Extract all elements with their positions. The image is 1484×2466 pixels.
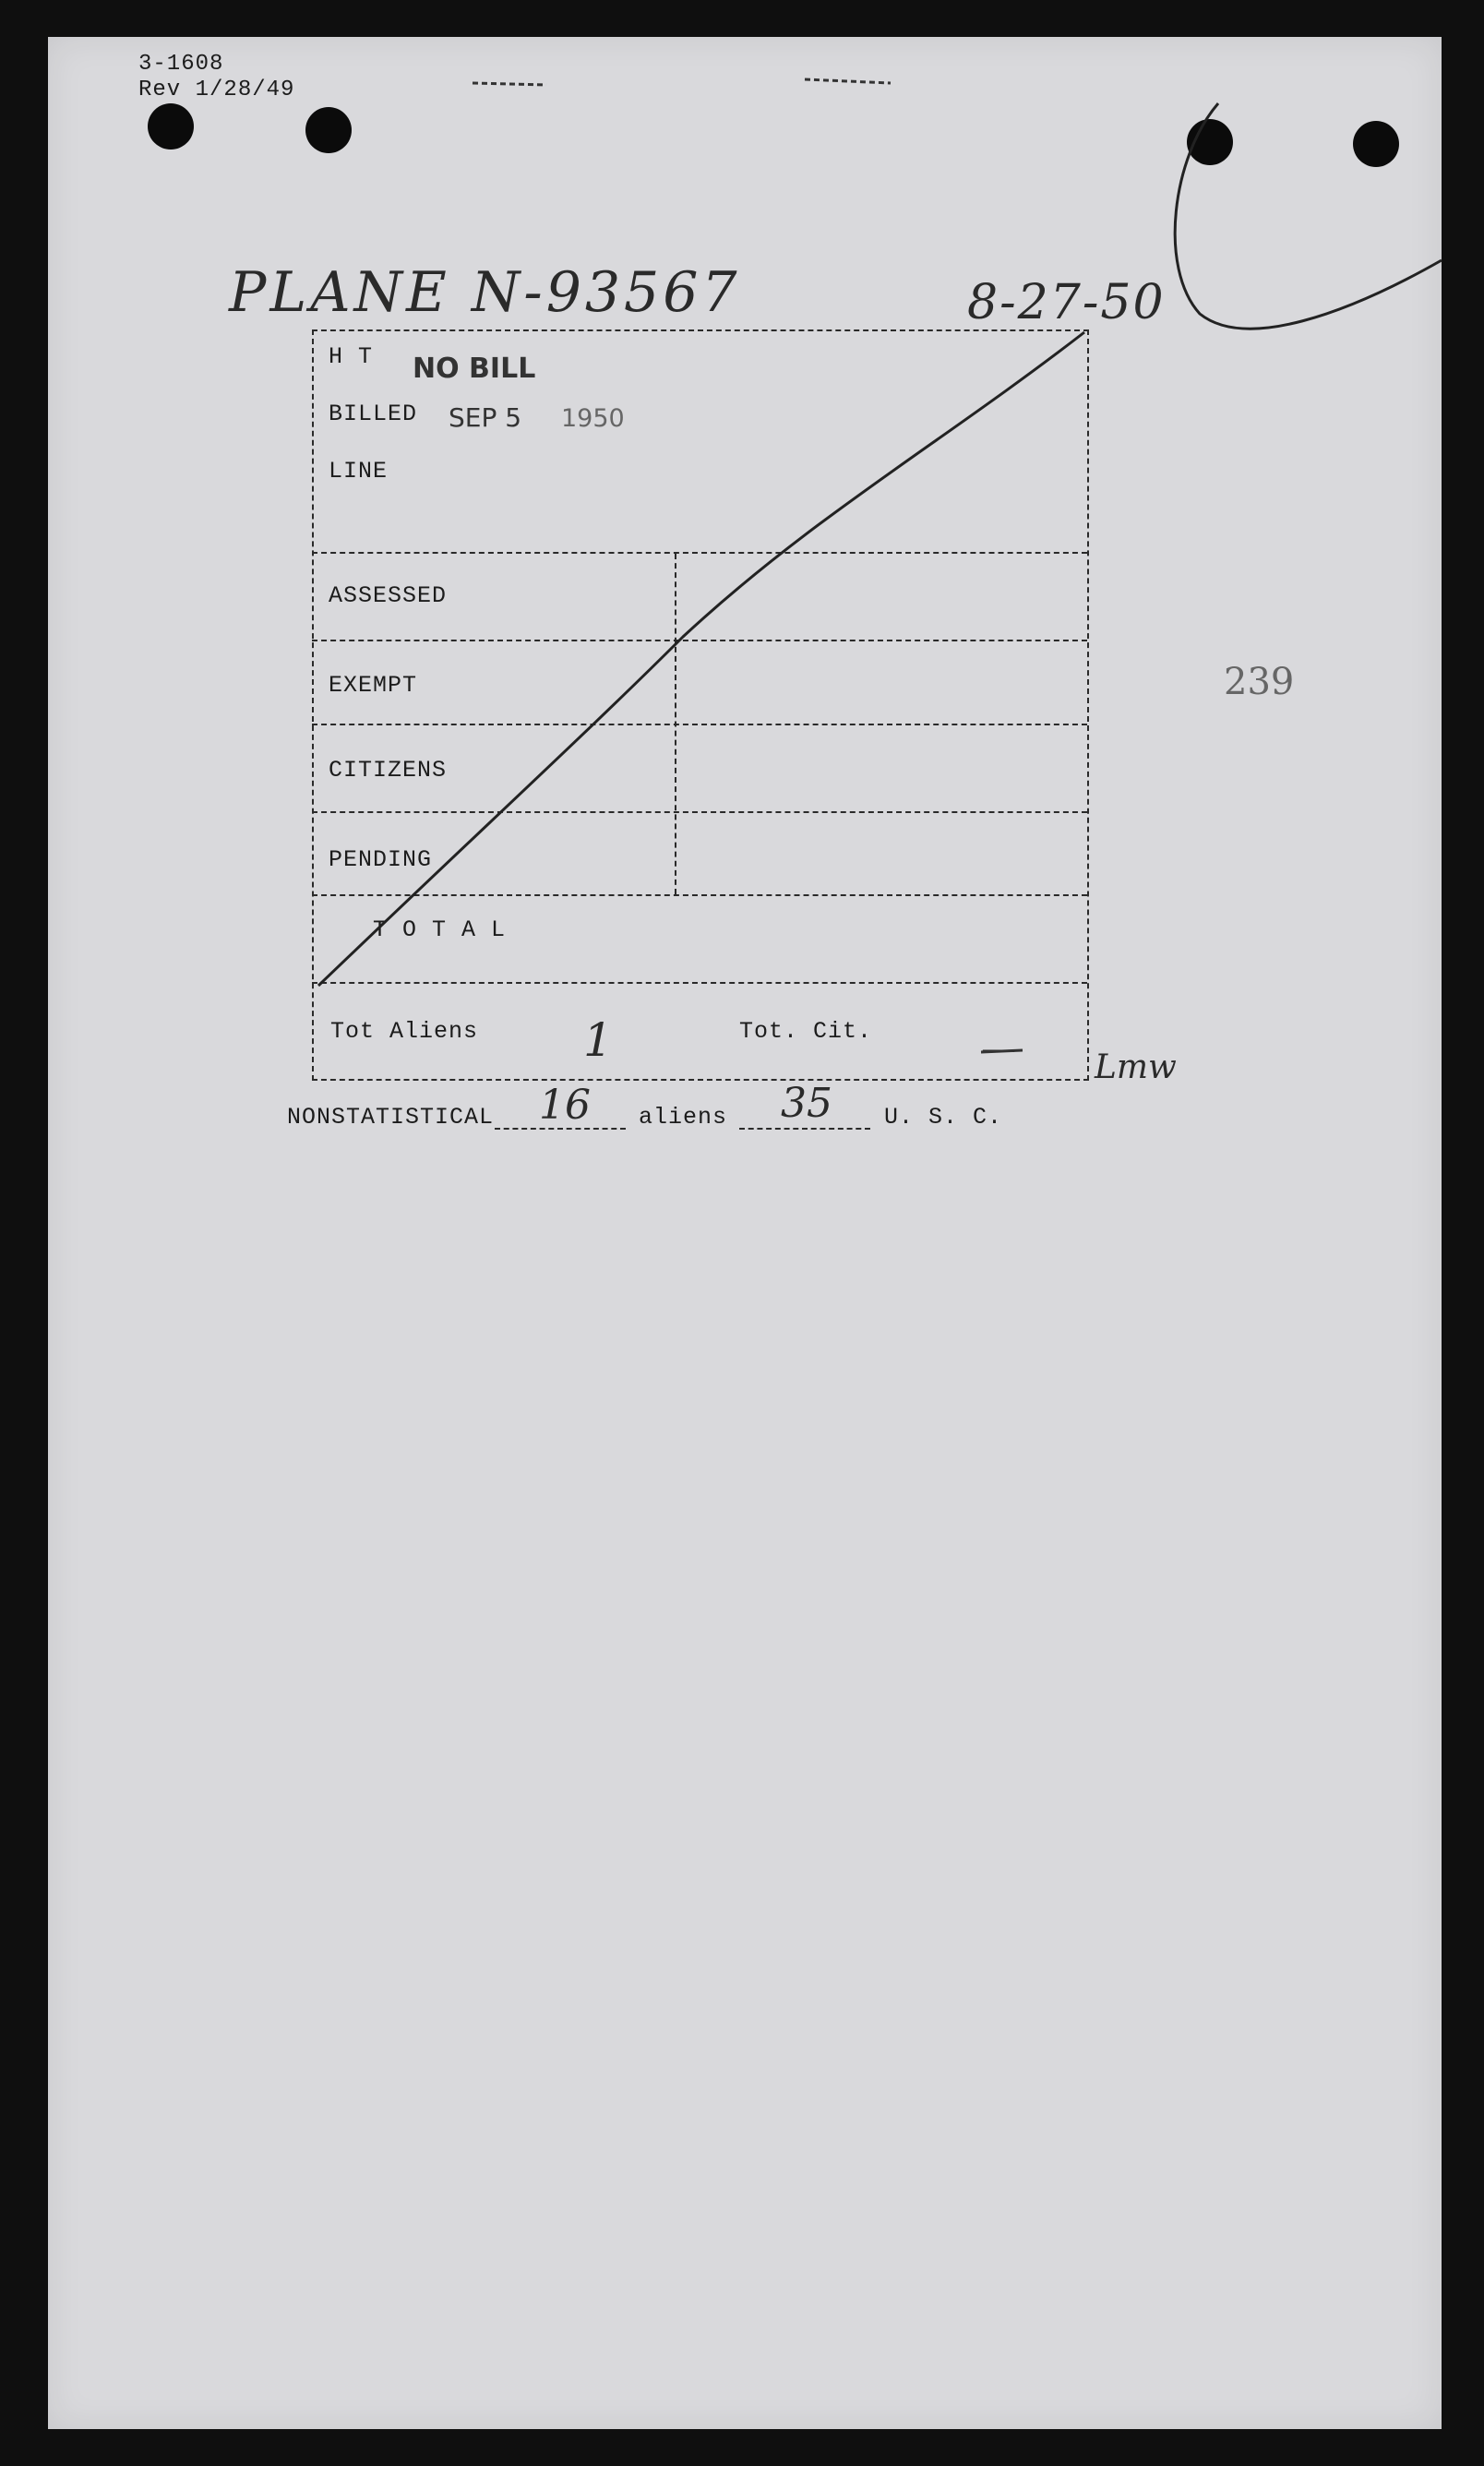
tot-cit-dash	[981, 1050, 1023, 1052]
billed-year-stamp: 1950	[561, 404, 625, 433]
line-label: LINE	[329, 458, 389, 485]
page-number-stamp: 239	[1224, 661, 1295, 703]
tot-cit-value: —	[981, 1028, 1016, 1069]
nonstatistical-label: NONSTATISTICAL	[287, 1104, 495, 1131]
ht-label: H T	[329, 343, 374, 370]
tot-aliens-value: 1	[583, 1013, 613, 1067]
margin-curve-stroke	[1175, 103, 1442, 329]
row-label-citizens: CITIZENS	[329, 757, 448, 784]
aliens-label: aliens	[639, 1104, 728, 1131]
row-label-exempt: EXEMPT	[329, 672, 418, 699]
tick-mark-1	[473, 83, 546, 85]
total-label: T O T A L	[373, 916, 507, 943]
date-handwritten: 8-27-50	[967, 275, 1166, 330]
row-label-pending: PENDING	[329, 846, 433, 873]
billed-label: BILLED	[329, 401, 418, 427]
nonstatistical-aliens-value: 16	[539, 1082, 591, 1129]
cancel-diagonal-stroke	[318, 332, 1084, 986]
no-bill-stamp: NO BILL	[413, 353, 536, 385]
tot-aliens-label: Tot Aliens	[330, 1018, 479, 1045]
form-number: 3-1608	[138, 52, 224, 77]
nonstatistical-usc-value: 35	[781, 1080, 832, 1127]
tot-cit-label: Tot. Cit.	[739, 1018, 873, 1045]
billed-date-stamp: SEP 5	[449, 402, 522, 433]
plane-number-handwritten: PLANE N-93567	[229, 260, 741, 325]
row-label-assessed: ASSESSED	[329, 582, 448, 609]
form-revision: Rev 1/28/49	[138, 78, 295, 102]
initials-handwritten: Lmw	[1095, 1048, 1177, 1086]
tick-mark-2	[805, 79, 891, 83]
usc-label: U. S. C.	[884, 1104, 1003, 1131]
